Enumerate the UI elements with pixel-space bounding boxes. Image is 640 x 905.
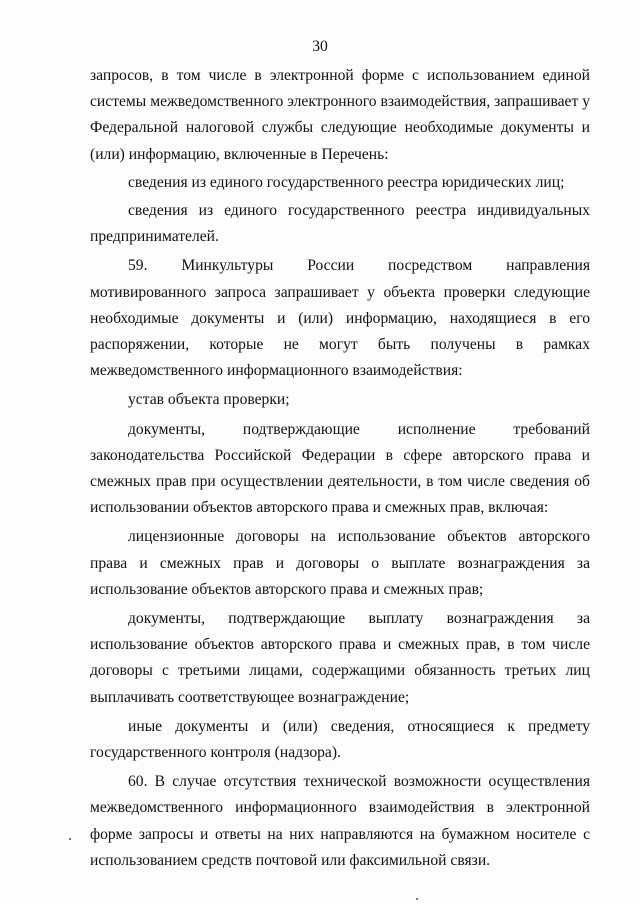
paragraph-continuation: запросов, в том числе в электронной форме с использованием единой системы межведомственного электронного взаимодействия, запрашивает у Федеральной налоговой службы следующие необходимые документы и (или) информацию, включенные в Перечень:: [90, 67, 590, 163]
paragraph-legal-entities-registry: сведения из единого государственного реестра юридических лиц;: [128, 173, 565, 191]
paragraph-compliance-documents: документы, подтверждающие исполнение требований законодательства Российской Федерации в сфере авторского права и смежных прав при осуществлении деятельности, в том числе сведения об использовании объектов авторского права и смежных прав, включая:: [90, 420, 590, 517]
document-body: [90, 63, 590, 874]
paragraph-payment-documents: документы, подтверждающие выплату вознаграждения за использование объектов авторского права и смежных прав, в том числе договоры с третьими лицами, содержащими обязанность третьих лиц выплачивать соответствующее вознаграждение;: [90, 610, 590, 706]
scan-speck: [416, 898, 418, 900]
paragraph-charter: устав объекта проверки;: [128, 391, 290, 409]
page-number: 30: [312, 38, 328, 55]
paragraph-license-agreements: лицензионные договоры на использование объектов авторского права и смежных прав и договоры о выплате вознаграждения за использование объектов авторского права и смежных прав;: [90, 528, 590, 598]
paragraph-item-59: 59. Минкультуры России посредством направления мотивированного запроса запрашивает у объекта проверки следующие необходимые документы и (или) информацию, находящиеся в его распоряжении, которые не могут быть получены в рамках межведомственного информационного взаимодействия:: [90, 257, 590, 380]
paragraph-item-60: 60. В случае отсутствия технической возможности осуществления межведомственного информационного взаимодействия в электронной форме запросы и ответы на них направляются на бумажном носителе с использованием средств почтовой или факсимильной связи.: [90, 773, 590, 869]
paragraph-entrepreneurs-registry: сведения из единого государственного реестра индивидуальных предпринимателей.: [90, 202, 590, 246]
paragraph-other-documents: иные документы и (или) сведения, относящиеся к предмету государственного контроля (надзора).: [90, 717, 590, 762]
scan-speck: [69, 838, 71, 840]
